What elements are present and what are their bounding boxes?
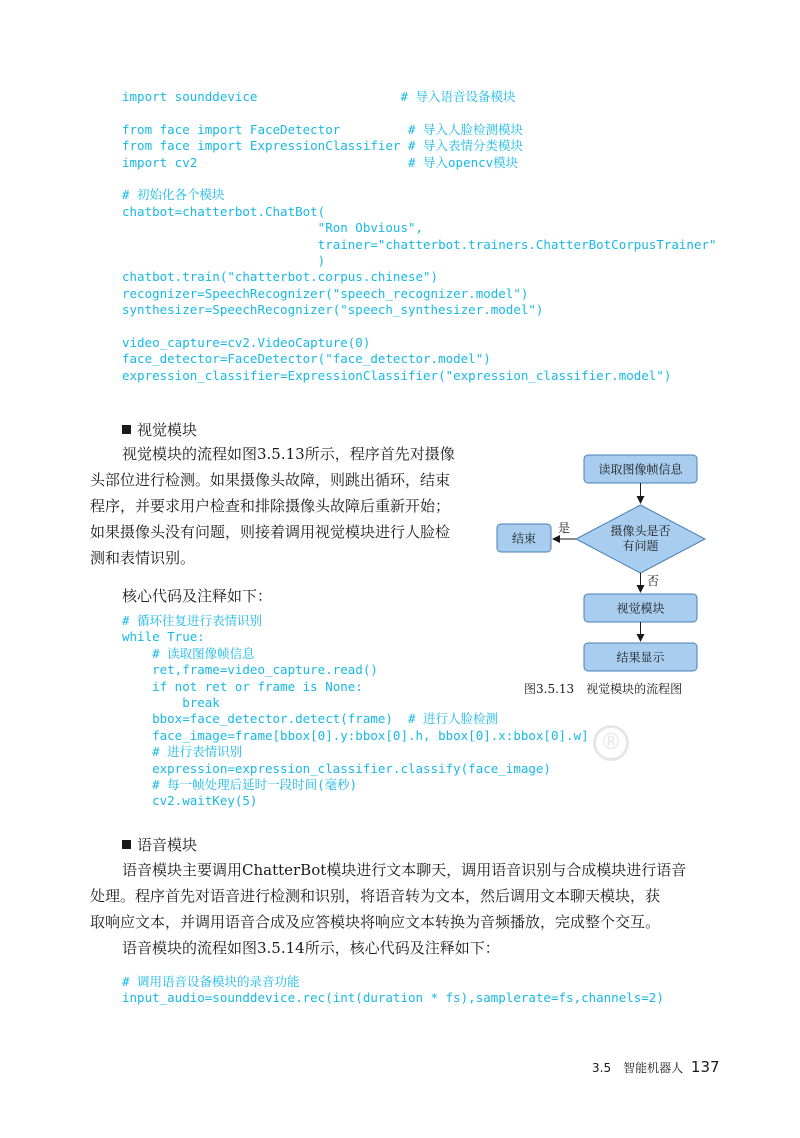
code-line: face_image=frame[bbox[0].y:bbox[0].h, bbox[0].x:bbox[0].w] <box>122 727 589 743</box>
core-code-intro-text: 核心代码及注释如下： <box>122 587 273 605</box>
paragraph-line: 程序，并要求用户检查和排除摄像头故障后重新开始； <box>90 497 451 515</box>
flow-label-vision-module: 视觉模块 <box>616 601 665 616</box>
code-block-recording <box>122 974 664 1007</box>
flow-label-yes: 是 <box>557 521 571 535</box>
code-line: import sounddevice # 导入语音设备模块 <box>122 89 516 104</box>
paragraph-line: 处理。程序首先对语音进行检测和识别，将语音转为文本，然后调用文本聊天模块，获 <box>90 887 661 905</box>
page-number: 137 <box>690 1058 720 1076</box>
code-line: import cv2 # 导入opencv模块 <box>122 154 519 170</box>
code-line: chatbot.train("chatterbot.corpus.chinese") <box>122 269 439 285</box>
code-line: # 循环往复进行表情识别 <box>122 613 263 628</box>
code-line: chatbot=chatterbot.ChatBot( <box>122 203 326 219</box>
registered-mark-watermark: ® <box>593 725 629 761</box>
code-line: # 读取图像帧信息 <box>122 645 255 661</box>
code-line: face_detector=FaceDetector("face_detector.model") <box>122 351 491 367</box>
footer-section: 3.5 智能机器人 <box>592 1061 684 1075</box>
voice-paragraph <box>90 857 730 961</box>
flow-label-decision-2: 有问题 <box>622 539 659 553</box>
code-line: from face import ExpressionClassifier # 导入表情分类模块 <box>122 138 524 154</box>
flow-label-decision-1: 摄像头是否 <box>610 524 671 538</box>
code-line: # 进行表情识别 <box>122 744 243 760</box>
code-line: if not ret or frame is None: <box>122 678 363 694</box>
code-line: trainer="chatterbot.trainers.ChatterBotCorpusTrainer" <box>122 236 717 252</box>
paragraph-line: 语音模块的流程如图3.5.14所示，核心代码及注释如下： <box>122 939 500 957</box>
square-bullet-icon <box>122 840 131 849</box>
code-line: cv2.waitKey(5) <box>122 793 258 809</box>
section-heading-voice <box>122 834 197 855</box>
flow-label-end: 结束 <box>511 531 537 546</box>
flow-label-result: 结果显示 <box>616 650 665 665</box>
code-line: expression_classifier=ExpressionClassifier("expression_classifier.model") <box>122 367 672 383</box>
figure-caption: 图3.5.13 视觉模块的流程图 <box>524 682 683 696</box>
code-line: video_capture=cv2.VideoCapture(0) <box>122 334 371 350</box>
code-line: ) <box>122 252 326 268</box>
code-line: break <box>122 694 220 710</box>
code-line: ret,frame=video_capture.read() <box>122 662 378 678</box>
code-line: expression=expression_classifier.classify(face_image) <box>122 760 551 776</box>
code-line: from face import FaceDetector # 导入人脸检测模块 <box>122 121 524 137</box>
code-line: recognizer=SpeechRecognizer("speech_recognizer.model") <box>122 285 529 301</box>
paragraph-line: 语音模块主要调用ChatterBot模块进行文本聊天，调用语音识别与合成模块进行语音 <box>122 861 687 879</box>
paragraph-line: 取响应文本，并调用语音合成及应答模块将响应文本转换为音频播放，完成整个交互。 <box>90 913 661 931</box>
paragraph-line: 视觉模块的流程如图3.5.13所示，程序首先对摄像 <box>122 445 455 463</box>
code-line: bbox=face_detector.detect(frame) # 进行人脸检测 <box>122 711 499 727</box>
page-footer <box>592 1058 720 1076</box>
section-title: 视觉模块 <box>137 421 198 439</box>
code-line: input_audio=sounddevice.rec(int(duration * fs),samplerate=fs,channels=2) <box>122 990 664 1006</box>
flow-label-no: 否 <box>646 574 660 588</box>
paragraph-line: 头部位进行检测。如果摄像头故障，则跳出循环，结束 <box>90 471 451 489</box>
paragraph-line: 如果摄像头没有问题，则接着调用视觉模块进行人脸检 <box>90 523 451 541</box>
flow-label-read-frame: 读取图像帧信息 <box>598 462 683 477</box>
paragraph-line: 测和表情识别。 <box>90 549 196 567</box>
code-line: "Ron Obvious", <box>122 220 424 236</box>
code-line: # 调用语音设备模块的录音功能 <box>122 974 300 989</box>
section-title: 语音模块 <box>137 836 198 854</box>
code-line: while True: <box>122 629 205 645</box>
code-line: # 初始化各个模块 <box>122 187 225 203</box>
code-line: # 每一帧处理后延时一段时间(毫秒) <box>122 776 358 792</box>
code-line: synthesizer=SpeechRecognizer("speech_synthesizer.model") <box>122 302 544 318</box>
